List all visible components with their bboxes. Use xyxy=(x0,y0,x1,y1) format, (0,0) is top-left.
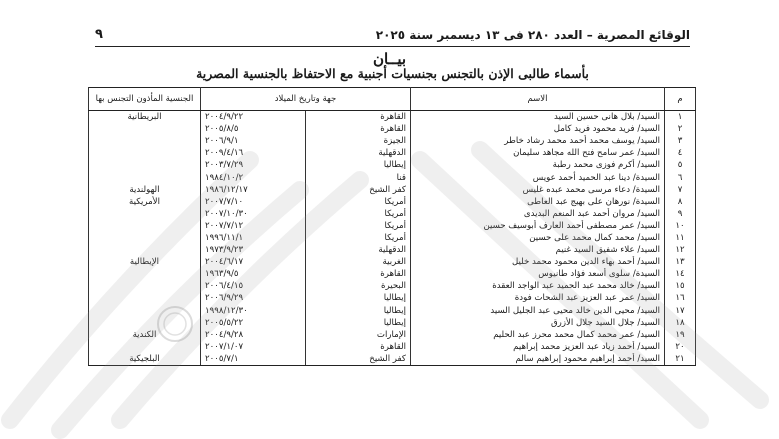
row-nationality xyxy=(89,280,201,292)
row-birth-place: إيطاليا xyxy=(306,159,411,171)
row-name: السيد/ أكرم فوزى محمد رطبة xyxy=(411,159,665,171)
naturalization-table xyxy=(88,87,696,366)
row-number: ٢١ xyxy=(665,353,696,366)
row-name: السيد/ عمر عبد العزيز عبد الشحات فودة xyxy=(411,292,665,304)
row-birth-date: ٢٠٠٧/٧/١٠ xyxy=(201,196,306,208)
row-name: السيد/ فريد محمود فريد كامل xyxy=(411,123,665,135)
row-nationality xyxy=(89,135,201,147)
table-row xyxy=(89,305,696,317)
row-number: ٥ xyxy=(665,159,696,171)
table-row xyxy=(89,147,696,159)
row-name: السيد/ عمر سامح فتح الله مجاهد سليمان xyxy=(411,147,665,159)
row-name: السيد/ يوسف محمد أحمد محمد رشاد خاطر xyxy=(411,135,665,147)
row-birth-date: ٢٠٠٧/١٠/٣٠ xyxy=(201,208,306,220)
table-row xyxy=(89,232,696,244)
row-number: ٤ xyxy=(665,147,696,159)
row-number: ٩ xyxy=(665,208,696,220)
row-birth-place: الإمارات xyxy=(306,329,411,341)
row-birth-date: ٢٠٠٣/٧/٢٩ xyxy=(201,159,306,171)
row-birth-place: الدقهلية xyxy=(306,244,411,256)
row-birth-date: ٢٠٠٥/٨/٥ xyxy=(201,123,306,135)
row-birth-place: إيطاليا xyxy=(306,317,411,329)
row-name: السيد/ جلال السيد جلال الأزرق xyxy=(411,317,665,329)
row-birth-date: ١٩٩٨/١٢/٣٠ xyxy=(201,305,306,317)
running-header xyxy=(95,26,690,47)
row-nationality: البريطانية xyxy=(89,111,201,124)
row-nationality xyxy=(89,123,201,135)
table-row xyxy=(89,208,696,220)
row-name: السيد/ أحمد زياد عبد العزيز محمد إبراهيم xyxy=(411,341,665,353)
row-birth-date: ٢٠٠٤/٩/٢٨ xyxy=(201,329,306,341)
row-nationality xyxy=(89,244,201,256)
row-birth-date: ١٩٨٤/١٠/٢ xyxy=(201,171,306,183)
col-header-number: م xyxy=(665,88,696,111)
row-name: السيد/ محيى الدين خالد محيى عبد الجليل السيد xyxy=(411,305,665,317)
row-name: السيد/ عمر محمد كمال محمد محرز عبد الحليم xyxy=(411,329,665,341)
table-row xyxy=(89,353,696,366)
row-number: ١٧ xyxy=(665,305,696,317)
running-title: الوقائع المصرية – العدد ٢٨٠ فى ١٣ ديسمبر سنة ٢٠٢٥ xyxy=(375,28,690,42)
row-birth-place: القاهرة xyxy=(306,268,411,280)
table-header xyxy=(89,88,696,111)
row-name: السيد/ بلال هانى حسين السيد xyxy=(411,111,665,124)
row-birth-date: ١٩٨٦/١٢/١٧ xyxy=(201,184,306,196)
table-row xyxy=(89,280,696,292)
row-nationality xyxy=(89,341,201,353)
row-birth-place: كفر الشيخ xyxy=(306,353,411,366)
row-number: ١ xyxy=(665,111,696,124)
row-nationality xyxy=(89,268,201,280)
table-body xyxy=(89,111,696,366)
row-number: ٢٠ xyxy=(665,341,696,353)
row-birth-date: ١٩٧٣/٩/٢٣ xyxy=(201,244,306,256)
row-nationality xyxy=(89,305,201,317)
row-nationality xyxy=(89,208,201,220)
row-number: ١٩ xyxy=(665,329,696,341)
col-header-birth: جهة وتاريخ الميلاد xyxy=(201,88,411,111)
table-row xyxy=(89,220,696,232)
table-row xyxy=(89,329,696,341)
page-number: ٩ xyxy=(95,27,103,42)
table-row xyxy=(89,292,696,304)
row-number: ١٤ xyxy=(665,268,696,280)
col-header-name: الاسم xyxy=(411,88,665,111)
row-birth-date: ٢٠٠٤/٦/١٧ xyxy=(201,256,306,268)
table-row xyxy=(89,123,696,135)
row-nationality xyxy=(89,159,201,171)
row-number: ١١ xyxy=(665,232,696,244)
row-nationality xyxy=(89,171,201,183)
table-row xyxy=(89,135,696,147)
table-row xyxy=(89,341,696,353)
table-row xyxy=(89,268,696,280)
row-birth-date: ٢٠٠٥/٧/١ xyxy=(201,353,306,366)
row-birth-place: الدقهلية xyxy=(306,147,411,159)
table-row xyxy=(89,111,696,124)
row-birth-place: أمريكا xyxy=(306,220,411,232)
row-name: السيد/ مروان أحمد عبد المنعم البديدى xyxy=(411,208,665,220)
row-number: ٧ xyxy=(665,184,696,196)
row-birth-place: القاهرة xyxy=(306,123,411,135)
col-header-nationality: الجنسية المأذون التجنس بها xyxy=(89,88,201,111)
row-birth-date: ٢٠٠٤/٩/٢٢ xyxy=(201,111,306,124)
row-birth-place: القاهرة xyxy=(306,341,411,353)
row-name: السيد/ علاء شفيق السيد غنيم xyxy=(411,244,665,256)
row-birth-place: الجيزة xyxy=(306,135,411,147)
row-number: ١٦ xyxy=(665,292,696,304)
row-birth-date: ٢٠٠٦/٤/١٥ xyxy=(201,280,306,292)
row-nationality: الهولندية xyxy=(89,184,201,196)
row-birth-date: ٢٠٠٩/٤/١٦ xyxy=(201,147,306,159)
row-birth-date: ٢٠٠٥/٥/٢٢ xyxy=(201,317,306,329)
row-birth-date: ١٩٩٦/١١/١ xyxy=(201,232,306,244)
row-number: ١٢ xyxy=(665,244,696,256)
row-name: السيد/ أحمد إبراهيم محمود إبراهيم سالم xyxy=(411,353,665,366)
row-birth-place: أمريكا xyxy=(306,208,411,220)
row-name: السيد/ عمر مصطفى أحمد العارف أبوسيف حسين xyxy=(411,220,665,232)
table-row xyxy=(89,244,696,256)
row-number: ٢ xyxy=(665,123,696,135)
row-birth-place: الغربية xyxy=(306,256,411,268)
row-number: ٦ xyxy=(665,171,696,183)
table-row xyxy=(89,171,696,183)
row-birth-place: البحيرة xyxy=(306,280,411,292)
row-birth-place: أمريكا xyxy=(306,196,411,208)
row-birth-date: ٢٠٠٦/٩/١ xyxy=(201,135,306,147)
row-nationality: الأمريكية xyxy=(89,196,201,208)
table-row xyxy=(89,184,696,196)
row-name: السيد/ محمد كمال محمد على حسين xyxy=(411,232,665,244)
table-row xyxy=(89,317,696,329)
row-number: ٨ xyxy=(665,196,696,208)
row-nationality xyxy=(89,317,201,329)
row-nationality: البلجيكية xyxy=(89,353,201,366)
row-birth-place: كفر الشيخ xyxy=(306,184,411,196)
table-row xyxy=(89,196,696,208)
row-birth-date: ٢٠٠٧/٧/١٢ xyxy=(201,220,306,232)
row-number: ١٥ xyxy=(665,280,696,292)
row-birth-place: إيطاليا xyxy=(306,305,411,317)
row-birth-place: قنا xyxy=(306,171,411,183)
row-number: ٣ xyxy=(665,135,696,147)
row-birth-date: ٢٠٠٦/٩/٢٩ xyxy=(201,292,306,304)
row-name: السيدة/ دعاء مرسى محمد عبده غليس xyxy=(411,184,665,196)
row-name: السيد/ أحمد بهاء الدين محمود محمد خليل xyxy=(411,256,665,268)
row-nationality xyxy=(89,147,201,159)
row-nationality xyxy=(89,292,201,304)
row-birth-place: القاهرة xyxy=(306,111,411,124)
row-birth-date: ١٩٦٣/٩/٥ xyxy=(201,268,306,280)
row-birth-date: ٢٠٠٧/١/٠٧ xyxy=(201,341,306,353)
row-name: السيدة/ دينا عبد الحميد أحمد عويس xyxy=(411,171,665,183)
row-name: السيدة/ سلوى أسعد فؤاد طانيوس xyxy=(411,268,665,280)
document-title: بيــان xyxy=(372,50,407,68)
row-name: السيدة/ نورهان على بهيج عبد العاطى xyxy=(411,196,665,208)
table-row xyxy=(89,256,696,268)
row-birth-place: إيطاليا xyxy=(306,292,411,304)
row-nationality xyxy=(89,220,201,232)
row-name: السيد/ خالد محمد عبد الحميد عبد الواجد العقدة xyxy=(411,280,665,292)
row-nationality: الإيطالية xyxy=(89,256,201,268)
table-row xyxy=(89,159,696,171)
row-number: ١٣ xyxy=(665,256,696,268)
row-nationality xyxy=(89,232,201,244)
row-number: ١٠ xyxy=(665,220,696,232)
document-subtitle: بأسماء طالبى الإذن بالتجنس بجنسيات أجنبية مع الاحتفاظ بالجنسية المصرية xyxy=(196,66,589,81)
row-birth-place: أمريكا xyxy=(306,232,411,244)
row-number: ١٨ xyxy=(665,317,696,329)
row-nationality: الكندية xyxy=(89,329,201,341)
